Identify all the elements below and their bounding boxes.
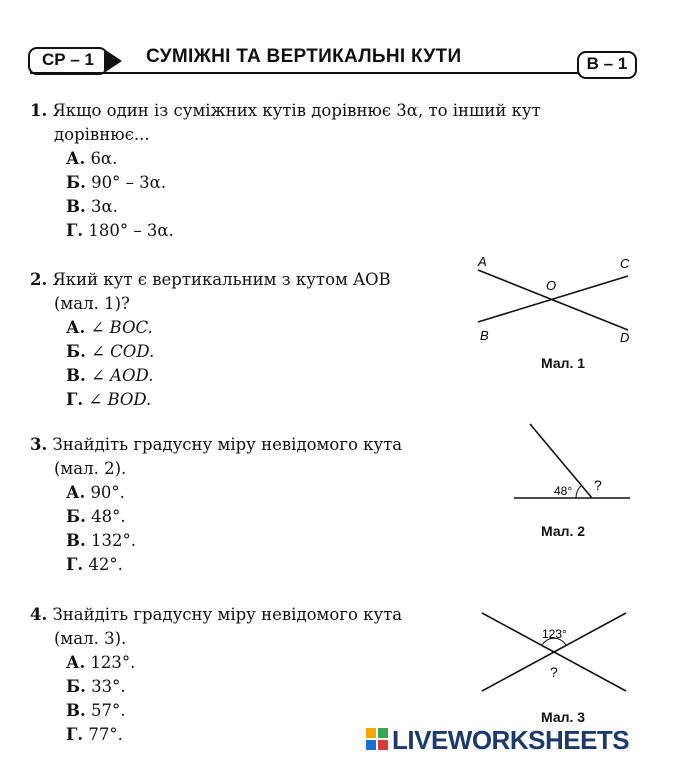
arrow-right-icon bbox=[104, 47, 126, 75]
question-text: Який кут є вертикальним з кутом AOB bbox=[52, 270, 391, 289]
variant-badge-right: В – 1 bbox=[577, 51, 637, 79]
answer-option[interactable]: Г. 180° – 3α. bbox=[66, 221, 174, 240]
question-number: 3. bbox=[30, 435, 48, 454]
question-text: Знайдіть градусну міру невідомого кута bbox=[52, 605, 403, 624]
question-3 bbox=[30, 433, 470, 457]
label-d: D bbox=[620, 330, 630, 345]
answer-option[interactable]: В. 57°. bbox=[66, 701, 126, 720]
question-text: Якщо один із суміжних кутів дорівнює 3α, то інший кут bbox=[52, 101, 541, 120]
angle-48-label: 48° bbox=[554, 484, 573, 498]
liveworksheets-logo-icon bbox=[366, 728, 388, 750]
answer-option[interactable]: А. 6α. bbox=[66, 149, 118, 168]
figure-2-diagram bbox=[510, 420, 635, 510]
question-1-line2: дорівнює... bbox=[54, 125, 150, 144]
answer-option[interactable]: Г. 42°. bbox=[66, 555, 123, 574]
label-c: C bbox=[620, 256, 630, 271]
question-text: Знайдіть градусну міру невідомого кута bbox=[52, 435, 403, 454]
figure-1-caption: Мал. 1 bbox=[541, 355, 586, 371]
answer-option[interactable]: В. ∠ AOD. bbox=[66, 366, 154, 385]
answer-option[interactable]: Б. 90° – 3α. bbox=[66, 173, 166, 192]
variant-badge-left: СР – 1 bbox=[28, 47, 108, 75]
question-number: 4. bbox=[30, 605, 48, 624]
question-2 bbox=[30, 268, 470, 292]
angle-arc bbox=[576, 486, 581, 498]
watermark: LIVEWORKSHEETS bbox=[392, 725, 630, 755]
answer-option[interactable]: А. 123°. bbox=[66, 653, 136, 672]
figure-1-diagram bbox=[470, 252, 640, 348]
answer-option[interactable]: Г. 77°. bbox=[66, 725, 123, 744]
answer-option[interactable]: А. ∠ BOC. bbox=[66, 318, 153, 337]
answer-option[interactable]: Г. ∠ BOD. bbox=[66, 390, 152, 409]
page-title: СУМІЖНІ ТА ВЕРТИКАЛЬНІ КУТИ bbox=[146, 46, 462, 67]
question-number: 2. bbox=[30, 270, 48, 289]
question-number: 1. bbox=[30, 101, 48, 120]
unknown-angle-label: ? bbox=[594, 477, 602, 493]
answer-option[interactable]: В. 132°. bbox=[66, 531, 136, 550]
answer-option[interactable]: Б. 33°. bbox=[66, 677, 126, 696]
figure-3-diagram bbox=[476, 605, 636, 701]
title-underline bbox=[30, 72, 582, 74]
answer-option[interactable]: Б. 48°. bbox=[66, 507, 126, 526]
label-o: O bbox=[546, 278, 557, 293]
question-2-line2: (мал. 1)? bbox=[54, 294, 130, 313]
unknown-angle-label: ? bbox=[550, 664, 558, 680]
answer-option[interactable]: Б. ∠ COD. bbox=[66, 342, 155, 361]
question-4 bbox=[30, 603, 470, 627]
question-4-line2: (мал. 3). bbox=[54, 629, 127, 648]
angle-123-label: 123° bbox=[542, 627, 567, 641]
question-3-line2: (мал. 2). bbox=[54, 459, 127, 478]
answer-option[interactable]: А. 90°. bbox=[66, 483, 125, 502]
label-a: A bbox=[478, 254, 487, 269]
question-1 bbox=[30, 99, 650, 123]
label-b: B bbox=[480, 328, 489, 343]
answer-option[interactable]: В. 3α. bbox=[66, 197, 118, 216]
figure-3-caption: Мал. 3 bbox=[541, 709, 586, 725]
figure-2-caption: Мал. 2 bbox=[541, 523, 586, 539]
